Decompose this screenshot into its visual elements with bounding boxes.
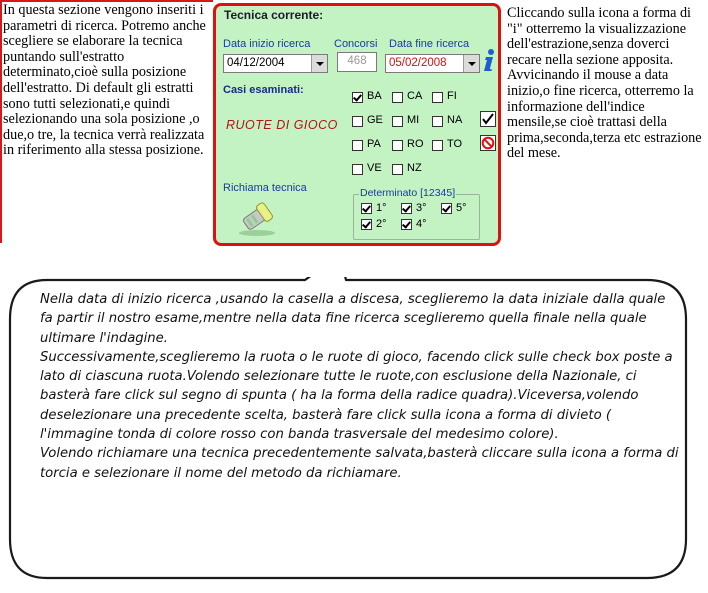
top-divider-line <box>0 0 213 2</box>
wheel-label-ve: VE <box>367 162 382 174</box>
bubble-text <box>40 290 680 483</box>
wheel-checkbox-ca[interactable] <box>392 92 403 103</box>
determinato-group <box>353 187 480 240</box>
bubble-paragraph: Successivamente,sceglieremo la ruota o le ruote di gioco, facendo click sulle check box poste a lato di ciascuna ruota.Volendo selezionare tutte le ruote,con esclusione della Nazionale, ci basterà fare click sul segno di spunta ( ha la forma della radice quadra).Viceversa,volendo deselezionare una precedente scelta, basterà fare click sulla icona a forma di divieto ( l'immagine tonda di colore rosso con banda trasversale del medesimo colore). <box>40 349 673 443</box>
position-label-4: 4° <box>416 218 427 230</box>
contests-field: 468 <box>337 52 377 72</box>
chevron-down-icon[interactable] <box>311 55 327 72</box>
wheel-checkbox-ro[interactable] <box>392 140 403 151</box>
wheel-label-ca: CA <box>407 90 423 102</box>
wheel-label-na: NA <box>447 114 463 126</box>
bubble-paragraph: Nella data di inizio ricerca ,usando la casella a discesa, sceglieremo la data iniziale dalla quale fa partir il nostro esame,mentre nella data fine ricerca sceglieremo quella finale nella quale ultimare l'indagine. <box>40 292 666 346</box>
bubble-paragraph: Volendo richiamare una tecnica precedentemente salvata,basterà cliccare sulla icona a forma di torcia e selezionare il nome del metodo da richiamare. <box>40 446 679 481</box>
end-date-label[interactable]: Data fine ricerca <box>389 38 470 50</box>
wheel-checkbox-fi[interactable] <box>432 92 443 103</box>
position-checkbox-2[interactable] <box>361 219 372 230</box>
torch-icon[interactable] <box>236 199 278 237</box>
wheel-checkbox-nz[interactable] <box>392 164 403 175</box>
wheel-label-fi: FI <box>447 90 457 102</box>
position-checkbox-3[interactable] <box>401 203 412 214</box>
wheel-label-ge: GE <box>367 114 383 126</box>
wheel-checkbox-ge[interactable] <box>352 116 363 127</box>
start-date-label[interactable]: Data inizio ricerca <box>223 38 311 50</box>
end-date-dropdown[interactable] <box>385 54 480 73</box>
wheel-label-pa: PA <box>367 138 381 150</box>
cases-label: Casi esaminati: <box>223 84 304 96</box>
wheel-label-mi: MI <box>407 114 420 126</box>
determinato-title: Determinato [12345] <box>360 187 456 199</box>
start-date-dropdown[interactable] <box>223 54 328 73</box>
technique-panel <box>213 3 501 246</box>
position-label-2: 2° <box>376 218 387 230</box>
wheel-label-nz: NZ <box>407 162 422 174</box>
wheel-checkbox-na[interactable] <box>432 116 443 127</box>
info-icon[interactable] <box>481 48 497 72</box>
end-date-value: 05/02/2008 <box>389 57 447 69</box>
wheel-checkbox-ve[interactable] <box>352 164 363 175</box>
wheel-label-to: TO <box>447 138 463 150</box>
panel-title: Tecnica corrente: <box>224 8 324 22</box>
prohibition-icon[interactable] <box>480 135 496 151</box>
checkmark-icon[interactable] <box>480 111 496 127</box>
contests-label: Concorsi <box>334 38 378 50</box>
left-divider-line <box>0 0 2 243</box>
position-checkbox-1[interactable] <box>361 203 372 214</box>
wheel-checkbox-mi[interactable] <box>392 116 403 127</box>
wheel-checkbox-pa[interactable] <box>352 140 363 151</box>
ruote-label: RUOTE DI GIOCO <box>226 118 338 132</box>
chevron-down-icon[interactable] <box>463 55 479 72</box>
wheel-checkbox-ba[interactable] <box>352 92 363 103</box>
start-date-value: 04/12/2004 <box>227 57 285 69</box>
recall-technique-label: Richiama tecnica <box>223 182 307 194</box>
position-checkbox-5[interactable] <box>441 203 452 214</box>
position-label-5: 5° <box>456 202 467 214</box>
position-label-3: 3° <box>416 202 427 214</box>
wheel-label-ba: BA <box>367 90 382 102</box>
wheel-checkbox-to[interactable] <box>432 140 443 151</box>
left-description: In questa sezione vengono inseriti i parametri di ricerca. Potremo anche scegliere se elaborare la tecnica puntando sull'estratto determinato,cioè sulla posizione dell'estratto. Di default gli estratti sono tutti selezionati,e quindi selezionando una sola posizione ,o due,o tre, la tecnica verrà realizzata in riferimento alla stessa posizione. <box>3 2 206 159</box>
wheel-label-ro: RO <box>407 138 424 150</box>
position-label-1: 1° <box>376 202 387 214</box>
right-description: Cliccando sulla icona a forma di "i" otterremo la visualizzazione dell'estrazione,senza doverci recare nella sezione apposita. Avvicinando il mouse a data inizio,o fine ricerca, otterremo la informazione dell'indice mensile,se cioè trattasi della prima,seconda,terza etc estrazione del mese. <box>507 5 702 162</box>
position-checkbox-4[interactable] <box>401 219 412 230</box>
